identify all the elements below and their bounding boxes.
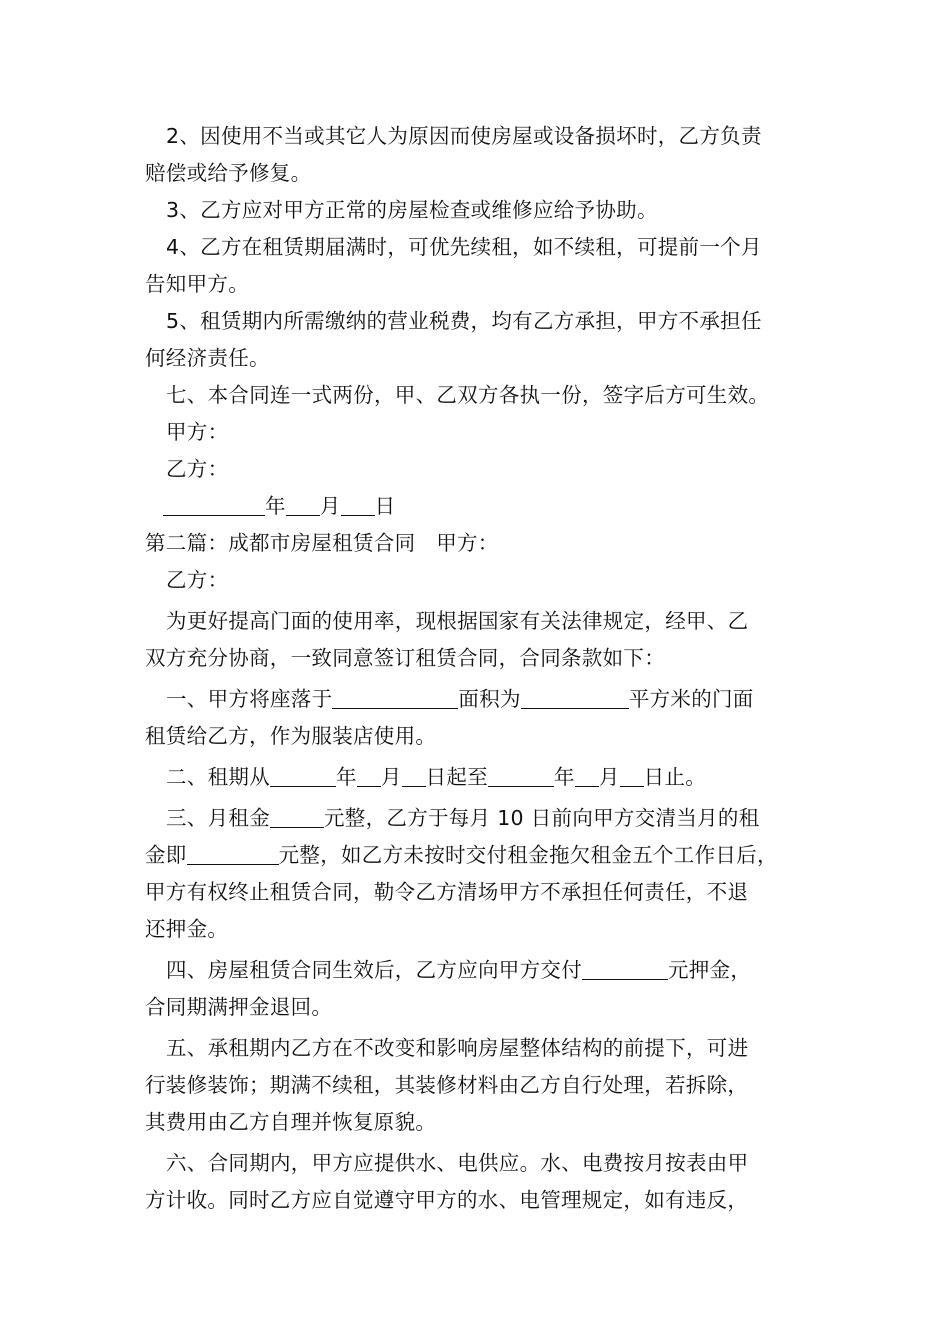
- clause-three-line-4: 还押金。: [145, 917, 229, 941]
- blank-month: [286, 493, 320, 516]
- clause-one-line-1: [145, 681, 810, 718]
- date-day-label: 日: [374, 494, 396, 518]
- clause-seven: 七、本合同连一式两份，甲、乙双方各执一份，签字后方可生效。: [166, 383, 770, 407]
- blank-monthly-rent: [270, 805, 324, 828]
- paragraph-4-line-1: 4、乙方在租赁期届满时，可优先续租，如不续租，可提前一个月: [166, 235, 762, 259]
- section-two-title: 第二篇：成都市房屋租赁合同 甲方：: [145, 531, 499, 555]
- paragraph-4-line-2: 告知甲方。: [145, 272, 249, 296]
- blank-rent-amount: [187, 842, 279, 865]
- blank-start-month: [357, 764, 381, 787]
- clause-two-text-4: 日起至: [425, 765, 489, 789]
- party-b-label-2: 乙方：: [166, 568, 229, 592]
- clause-two-text-1: 二、租期从: [166, 765, 270, 789]
- clause-three-line-1: [145, 800, 810, 837]
- blank-deposit: [582, 957, 668, 980]
- party-b-label: 乙方：: [166, 457, 229, 481]
- blank-location: [332, 686, 458, 709]
- blank-end-day: [620, 764, 644, 787]
- blank-year: [163, 493, 265, 516]
- date-month-label: 月: [319, 494, 341, 518]
- clause-one-line-2: 租赁给乙方，作为服装店使用。: [145, 724, 437, 748]
- clause-six-line-2: 方计收。同时乙方应自觉遵守甲方的水、电管理规定，如有违反，: [145, 1188, 749, 1212]
- clause-two-text-6: 月: [598, 765, 620, 789]
- blank-start-year: [270, 764, 336, 787]
- clause-four-line-1: [145, 952, 810, 989]
- clause-two-text-3: 月: [380, 765, 402, 789]
- blank-end-month: [575, 764, 599, 787]
- clause-five-line-2: 行装修装饰；期满不续租，其装修材料由乙方自行处理，若拆除，: [145, 1073, 749, 1097]
- clause-two-line: [145, 759, 810, 796]
- clause-three-text-3: 金即: [145, 843, 187, 867]
- clause-two-text-2: 年: [336, 765, 357, 789]
- preamble-line-2: 双方充分协商，一致同意签订租赁合同，合同条款如下：: [145, 646, 665, 670]
- clause-three-line-3: 甲方有权终止租赁合同，勒令乙方清场甲方不承担任何责任，不退: [145, 880, 749, 904]
- clause-three-line-2: [145, 837, 810, 874]
- clause-one-text-1: 一、甲方将座落于: [166, 687, 333, 711]
- clause-four-line-2: 合同期满押金退回。: [145, 995, 333, 1019]
- clause-one-text-2: 面积为: [458, 687, 521, 711]
- blank-day: [341, 493, 375, 516]
- clause-three-text-1: 三、月租金: [166, 806, 270, 830]
- blank-start-day: [402, 764, 426, 787]
- date-line: [145, 488, 810, 525]
- clause-one-text-3: 平方米的门面: [628, 687, 754, 711]
- clause-two-text-7: 日止。: [643, 765, 707, 789]
- clause-two-text-5: 年: [554, 765, 575, 789]
- paragraph-3: 3、乙方应对甲方正常的房屋检查或维修应给予协助。: [166, 198, 658, 222]
- clause-three-text-4: 元整，如乙方未按时交付租金拖欠租金五个工作日后，: [278, 843, 778, 867]
- blank-end-year: [488, 764, 554, 787]
- document-body: [145, 118, 810, 1219]
- clause-five-line-1: 五、承租期内乙方在不改变和影响房屋整体结构的前提下，可进: [166, 1036, 749, 1060]
- clause-four-text-1: 四、房屋租赁合同生效后，乙方应向甲方交付: [166, 958, 582, 982]
- paragraph-5-line-2: 何经济责任。: [145, 346, 270, 370]
- party-a-label: 甲方：: [166, 420, 229, 444]
- clause-three-text-2: 元整，乙方于每月 10 日前向甲方交清当月的租: [324, 806, 760, 830]
- paragraph-2-line-2: 赔偿或给予修复。: [145, 161, 312, 185]
- paragraph-5-line-1: 5、租赁期内所需缴纳的营业税费，均有乙方承担，甲方不承担任: [166, 309, 762, 333]
- clause-four-text-2: 元押金，: [668, 958, 752, 982]
- clause-six-line-1: 六、合同期内，甲方应提供水、电供应。水、电费按月按表由甲: [166, 1151, 749, 1175]
- preamble-line-1: 为更好提高门面的使用率，现根据国家有关法律规定，经甲、乙: [166, 609, 749, 633]
- blank-area: [521, 686, 629, 709]
- paragraph-2-line-1: 2、因使用不当或其它人为原因而使房屋或设备损坏时，乙方负责: [166, 124, 762, 148]
- clause-five-line-3: 其费用由乙方自理并恢复原貌。: [145, 1110, 437, 1134]
- date-year-label: 年: [265, 494, 286, 518]
